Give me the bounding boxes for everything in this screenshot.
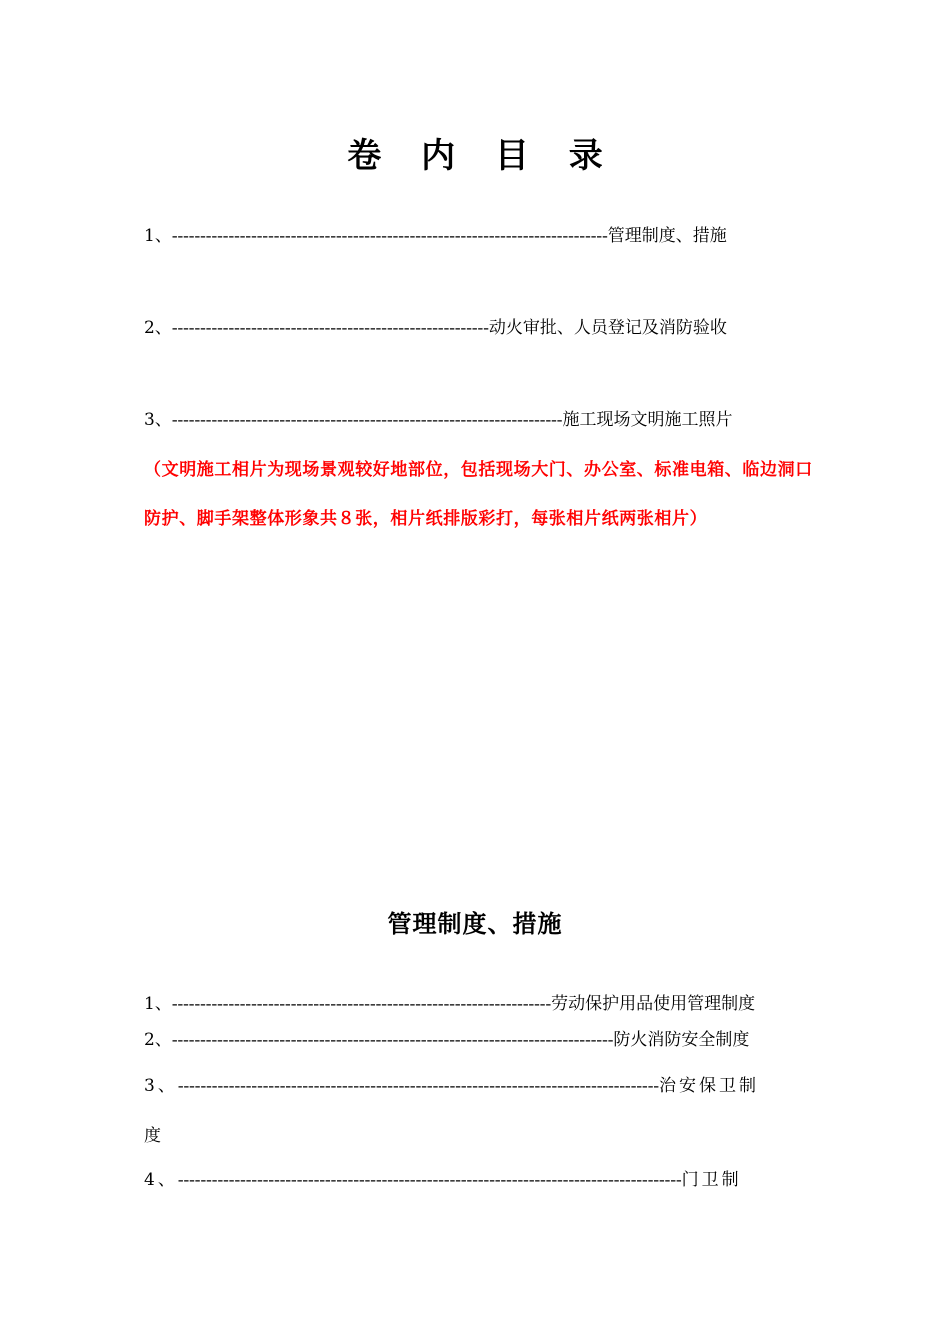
section-title: 管理制度、措施: [387, 909, 563, 938]
toc-label: 施工现场文明施工照片: [562, 410, 733, 430]
item-number: 2、: [144, 1030, 172, 1050]
section-item-2: [144, 1028, 749, 1052]
item-label: 防火消防安全制度: [613, 1030, 750, 1050]
section-item-3: [144, 1074, 759, 1098]
toc-label: 动火审批、人员登记及消防验收: [488, 318, 727, 338]
toc-number: 3、: [144, 410, 172, 430]
section-item-3-wrap: 度: [144, 1126, 161, 1146]
item-number: 1、: [144, 994, 172, 1014]
toc-number: 1、: [144, 226, 172, 246]
item-label: 治安保卫制: [659, 1076, 760, 1096]
page-title: 卷 内 目 录: [347, 136, 617, 176]
toc-entry-2: [144, 316, 727, 340]
toc-leader: ---------------------------------------------------------------------: [171, 410, 563, 429]
item-number: 3、: [144, 1076, 178, 1096]
toc-number: 2、: [144, 318, 172, 338]
toc-label: 管理制度、措施: [607, 226, 727, 246]
item-number: 4、: [144, 1170, 178, 1190]
section-item-1: [144, 992, 755, 1016]
item-label: 门卫制: [681, 1170, 742, 1190]
toc-entry-3: [144, 408, 732, 432]
item-leader: -------------------------------------------------------------------------------------: [177, 1076, 660, 1095]
photo-note: （文明施工相片为现场景观较好地部位，包括现场大门、办公室、标准电箱、临边洞口防护、脚手架整体形象共８张，相片纸排版彩打，每张相片纸两张相片）: [144, 460, 813, 529]
toc-entry-1: [144, 224, 727, 248]
item-leader: ------------------------------------------------------------------------------: [171, 1030, 614, 1049]
section-item-4: [144, 1168, 742, 1192]
item-leader: -----------------------------------------------------------------------------------------: [177, 1170, 682, 1189]
item-label: 劳动保护用品使用管理制度: [551, 994, 756, 1014]
item-leader: -------------------------------------------------------------------: [171, 994, 552, 1013]
toc-leader: --------------------------------------------------------: [171, 318, 489, 337]
toc-leader: -----------------------------------------------------------------------------: [171, 226, 608, 245]
